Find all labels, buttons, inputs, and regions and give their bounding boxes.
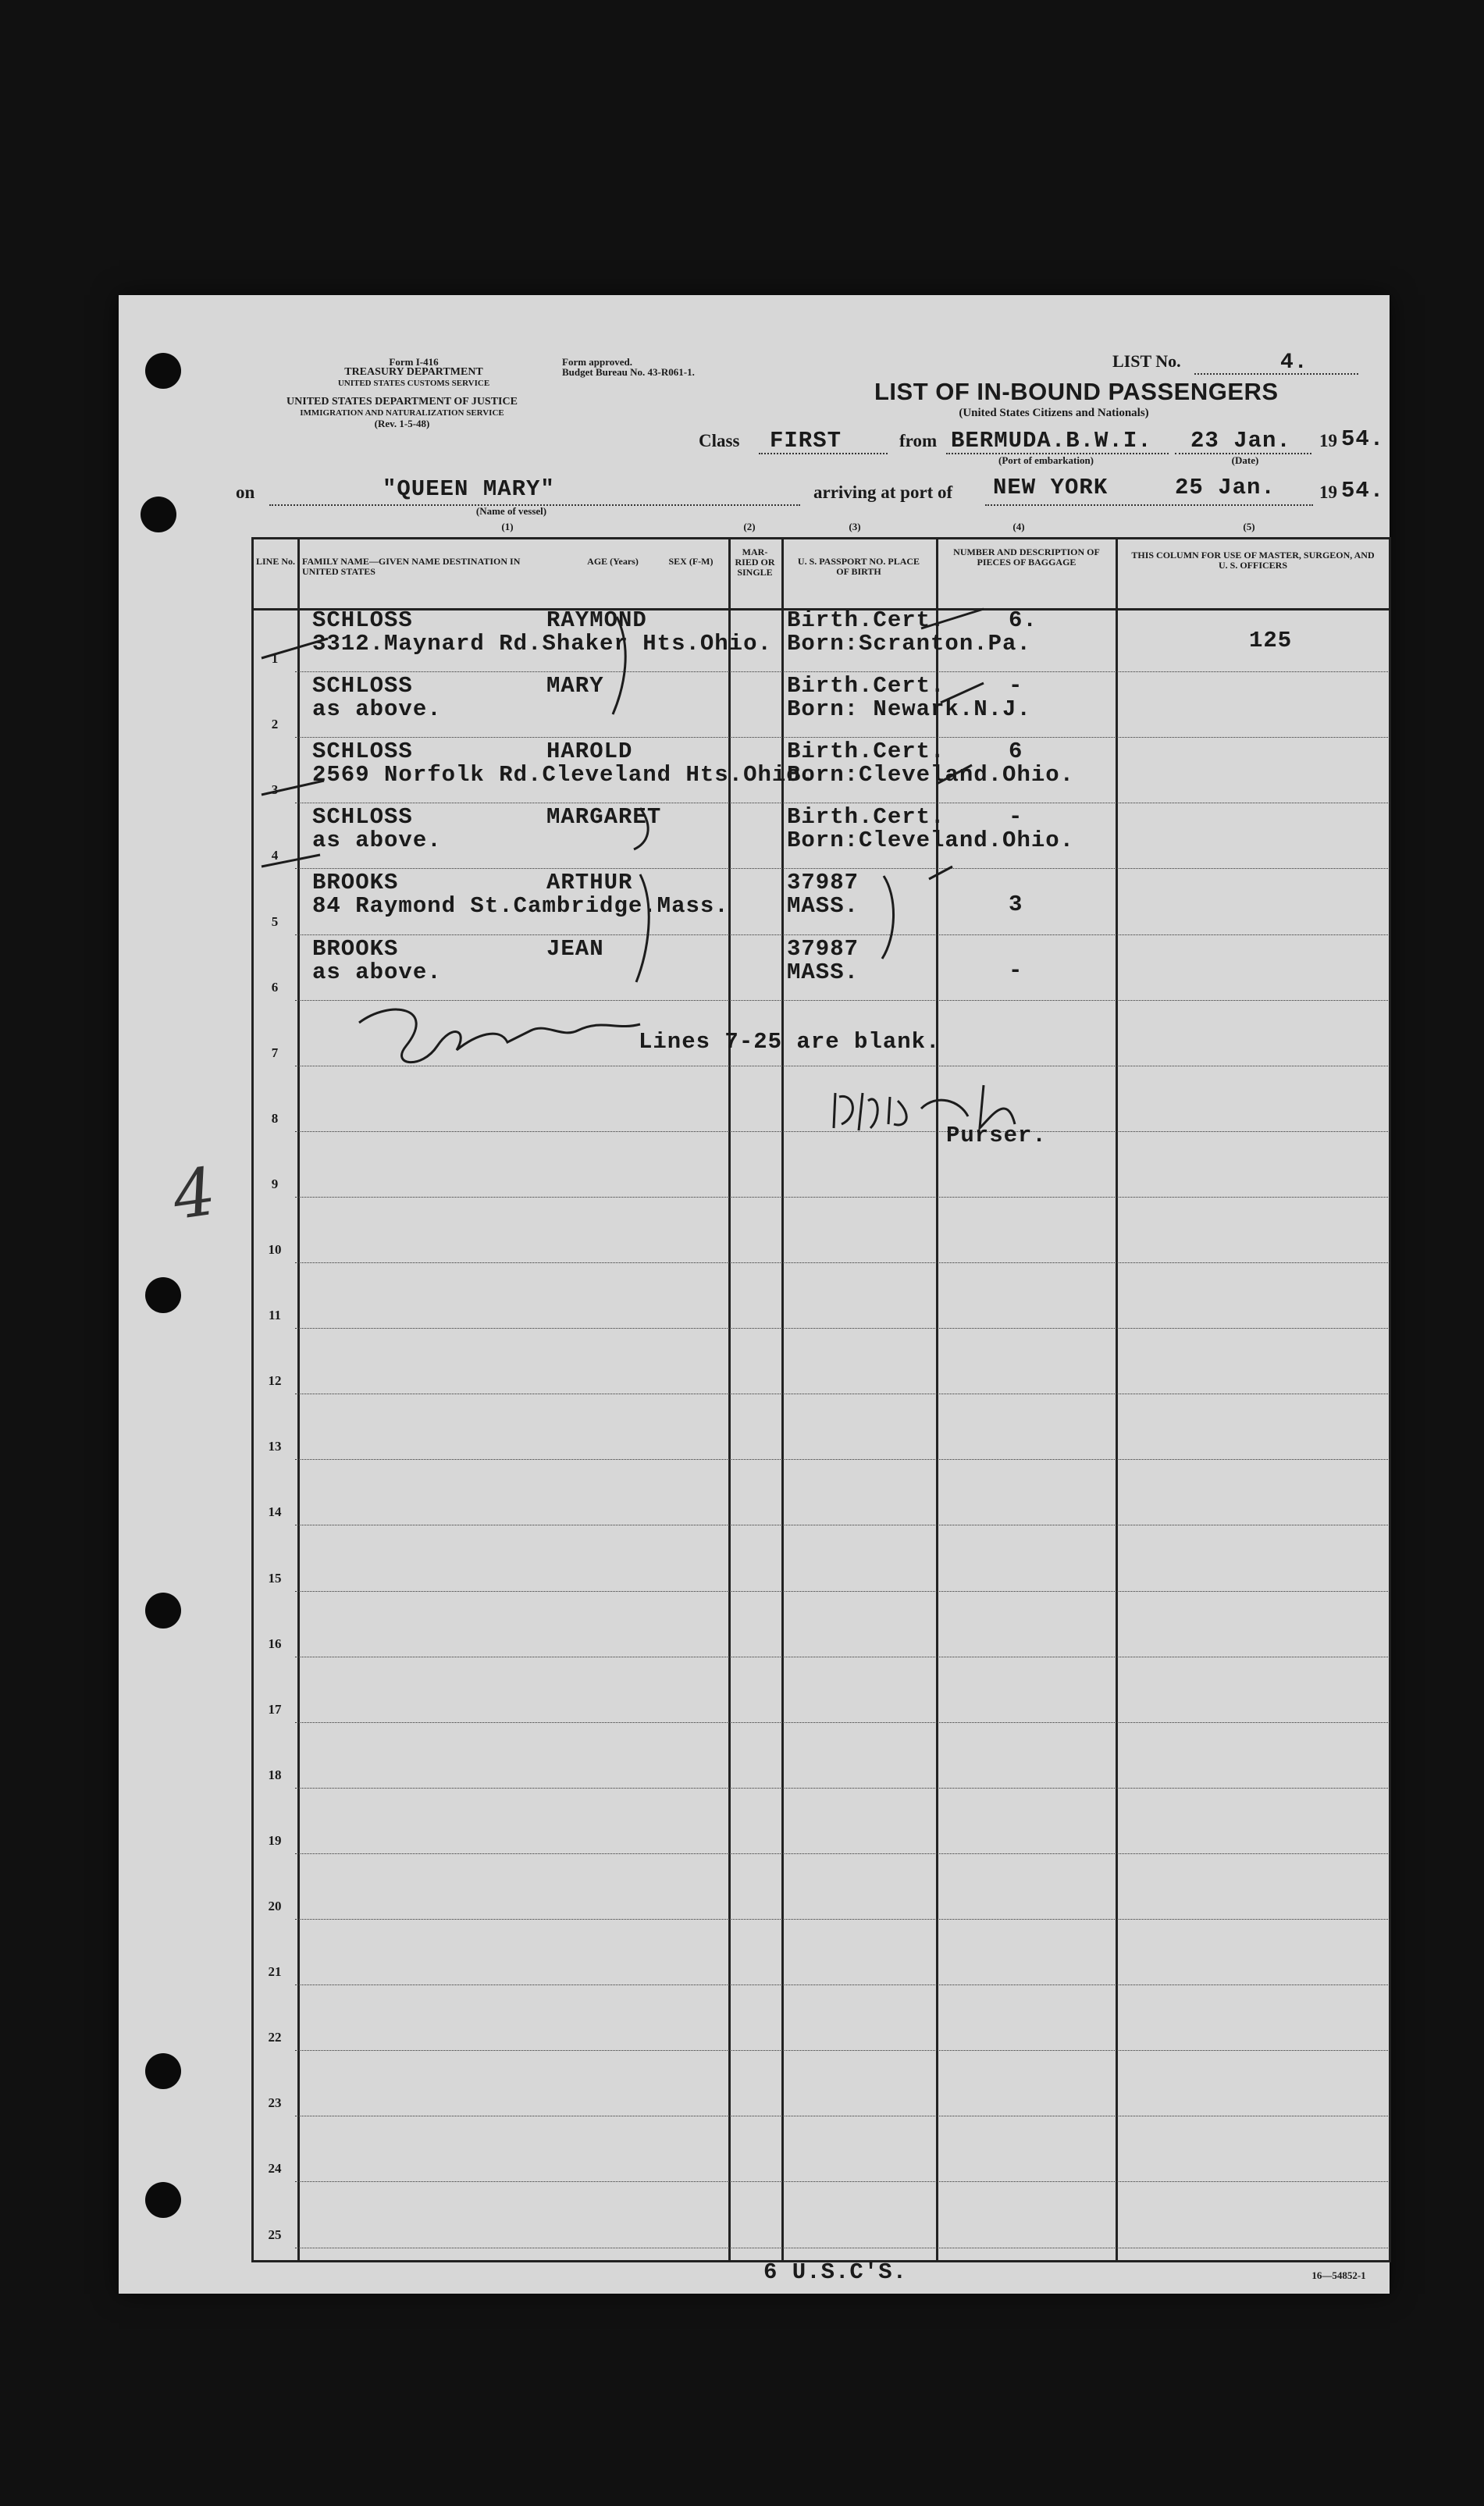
from-value: BERMUDA.B.W.I. xyxy=(951,428,1152,454)
header-line-no: LINE No. xyxy=(255,556,295,567)
passenger-family-name: BROOKS xyxy=(312,870,399,896)
passenger-family-name: SCHLOSS xyxy=(312,804,413,831)
header-married: MAR-RIED OR SINGLE xyxy=(735,546,775,578)
arrival-port: NEW YORK xyxy=(993,475,1109,500)
header-name: FAMILY NAME—GIVEN NAME DESTINATION IN UNITED STATES xyxy=(302,556,521,577)
page-subtitle: (United States Citizens and Nationals) xyxy=(959,407,1149,419)
passenger-destination: as above. xyxy=(312,696,442,723)
header-sex: SEX (F-M) xyxy=(668,556,714,567)
passenger-family-name: SCHLOSS xyxy=(312,739,413,765)
passenger-baggage: - xyxy=(1009,804,1023,831)
passenger-family-name: SCHLOSS xyxy=(312,673,413,699)
line-number: 21 xyxy=(268,1964,282,1980)
header-baggage: NUMBER AND DESCRIPTION OF PIECES OF BAGGAGE xyxy=(953,546,1100,568)
form-approved: Form approved. xyxy=(562,356,633,368)
officer-note: 125 xyxy=(1249,628,1293,653)
class-label: Class xyxy=(699,431,740,450)
passenger-destination: as above. xyxy=(312,959,442,985)
line-number: 10 xyxy=(268,1242,282,1257)
line-number: 1 xyxy=(271,651,279,667)
line-number: 19 xyxy=(268,1832,282,1848)
passenger-document: 37987 xyxy=(787,935,859,962)
passenger-given-name: HAROLD xyxy=(546,739,633,765)
passenger-birthplace: Born:Cleveland.Ohio. xyxy=(787,828,1075,854)
passenger-birthplace: Born: Newark.N.J. xyxy=(787,696,1031,723)
passenger-family-name: SCHLOSS xyxy=(312,607,413,633)
revision: (Rev. 1-5-48) xyxy=(374,418,430,429)
list-label: LIST No. xyxy=(1112,351,1181,371)
port-embarkation-caption: (Port of embarkation) xyxy=(998,454,1094,466)
column-number: (1) xyxy=(501,521,514,532)
passenger-document: Birth.Cert. xyxy=(787,673,945,699)
from-label: from xyxy=(899,431,938,450)
line-number: 7 xyxy=(271,1045,279,1060)
line-number: 2 xyxy=(271,717,279,732)
list-number: 4. xyxy=(1280,351,1308,375)
line-number: 23 xyxy=(268,2095,282,2111)
line-number: 6 xyxy=(271,979,279,995)
passenger-destination: 3312.Maynard Rd.Shaker Hts.Ohio. xyxy=(312,631,772,657)
immigration-service: IMMIGRATION AND NATURALIZATION SERVICE xyxy=(300,408,504,418)
line-number: 16 xyxy=(268,1636,282,1651)
passenger-destination: 2569 Norfolk Rd.Cleveland Hts.Ohio. xyxy=(312,762,816,788)
year2-value: 54. xyxy=(1341,478,1385,504)
line-number: 25 xyxy=(268,2227,282,2242)
passenger-given-name: MARGARET xyxy=(546,804,662,831)
passenger-birthplace: MASS. xyxy=(787,959,859,985)
passenger-given-name: ARTHUR xyxy=(546,870,633,896)
budget-bureau: Budget Bureau No. 43-R061-1. xyxy=(562,366,695,378)
margin-mark: 4 xyxy=(168,1152,221,1235)
passenger-destination: 84 Raymond St.Cambridge.Mass. xyxy=(312,893,729,920)
vessel-caption: (Name of vessel) xyxy=(475,505,547,517)
line-number: 14 xyxy=(268,1504,282,1520)
vessel-name: "QUEEN MARY" xyxy=(383,476,555,502)
line-number: 11 xyxy=(268,1308,282,1323)
header-passport: U. S. PASSPORT NO. PLACE OF BIRTH xyxy=(797,556,920,577)
header-officers: THIS COLUMN FOR USE OF MASTER, SURGEON, AND U. S. OFFICERS xyxy=(1131,550,1375,571)
passenger-baggage: 3 xyxy=(1009,892,1023,918)
passenger-document: Birth.Cert. xyxy=(787,739,945,765)
purser-label: Purser. xyxy=(946,1123,1047,1148)
year-value: 54. xyxy=(1341,426,1385,452)
line-number: 3 xyxy=(271,782,279,798)
service: UNITED STATES CUSTOMS SERVICE xyxy=(337,379,490,388)
header-age: AGE (Years) xyxy=(587,556,639,567)
arriving-label: arriving at port of xyxy=(813,482,953,502)
passenger-given-name: RAYMOND xyxy=(546,607,647,633)
passenger-baggage: - xyxy=(1009,673,1023,699)
passenger-birthplace: Born:Scranton.Pa. xyxy=(787,631,1031,657)
justice-department: UNITED STATES DEPARTMENT OF JUSTICE xyxy=(286,396,518,408)
class-value: FIRST xyxy=(770,428,842,454)
line-number: 5 xyxy=(271,913,279,929)
passenger-birthplace: MASS. xyxy=(787,893,859,920)
column-number: (5) xyxy=(1243,521,1255,532)
line-number: 22 xyxy=(268,2030,282,2045)
line-number: 9 xyxy=(271,1176,279,1191)
form-number: Form I-416 xyxy=(389,356,439,368)
footer-total: 6 U.S.C'S. xyxy=(763,2259,908,2285)
passenger-baggage: 6 xyxy=(1009,739,1023,765)
page-title: LIST OF IN-BOUND PASSENGERS xyxy=(874,378,1279,405)
line-number: 17 xyxy=(268,1701,282,1717)
line-number: 8 xyxy=(271,1110,279,1126)
line-number: 12 xyxy=(268,1373,282,1389)
passenger-document: 37987 xyxy=(787,870,859,896)
passenger-document: Birth.Cert. xyxy=(787,607,945,633)
line-number: 13 xyxy=(268,1439,282,1454)
blank-lines-note: Lines 7-25 are blank. xyxy=(639,1029,941,1055)
column-number: (3) xyxy=(849,521,861,532)
passenger-birthplace: Born:Cleveland.Ohio. xyxy=(787,762,1075,788)
date-caption: (Date) xyxy=(1231,454,1259,466)
column-number: (2) xyxy=(743,521,756,532)
passenger-baggage: - xyxy=(1009,957,1023,984)
passenger-document: Birth.Cert. xyxy=(787,804,945,831)
departure-date: 23 Jan. xyxy=(1190,428,1291,454)
passenger-baggage: 6. xyxy=(1009,607,1037,633)
year2-prefix: 19 xyxy=(1319,482,1337,502)
line-number: 20 xyxy=(268,1899,282,1913)
passenger-family-name: BROOKS xyxy=(312,935,399,962)
line-number: 4 xyxy=(271,848,279,863)
on-label: on xyxy=(236,482,255,502)
department: TREASURY DEPARTMENT xyxy=(344,366,483,378)
year-prefix: 19 xyxy=(1319,431,1337,450)
line-number: 18 xyxy=(268,1767,282,1782)
passenger-given-name: JEAN xyxy=(546,935,604,962)
passenger-given-name: MARY xyxy=(546,673,604,699)
line-number: 24 xyxy=(268,2161,282,2177)
passenger-destination: as above. xyxy=(312,828,442,854)
line-number: 15 xyxy=(268,1570,282,1586)
column-number: (4) xyxy=(1012,521,1025,532)
arrival-date: 25 Jan. xyxy=(1175,475,1276,500)
footer-code: 16—54852-1 xyxy=(1311,2269,1366,2281)
